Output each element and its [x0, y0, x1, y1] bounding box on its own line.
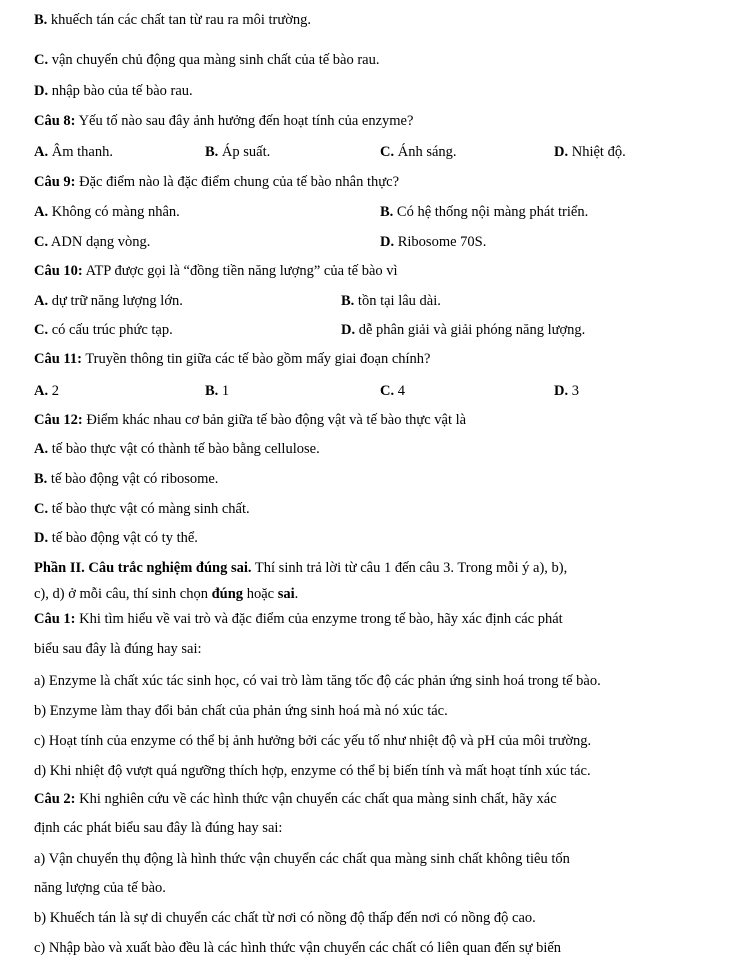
q9-option-b: B. Có hệ thống nội màng phát triển. [380, 204, 589, 220]
part2-instructions: c), d) ở mỗi câu, thí sinh chọn đúng hoặc sai. [34, 586, 299, 602]
q9-option-a: A. Không có màng nhân. [34, 204, 180, 220]
q10-option-d: D. dễ phân giải và giải phóng năng lượng. [341, 322, 586, 338]
q10-option-a: A. dự trữ năng lượng lớn. [34, 293, 183, 309]
part2-heading: Phần II. Câu trắc nghiệm đúng sai. Thí sinh trả lời từ câu 1 đến câu 3. Trong mỗi ý a), b), [34, 560, 568, 576]
p2q1-statement-d: d) Khi nhiệt độ vượt quá ngưỡng thích hợp, enzyme có thể bị biến tính và mất hoạt tính xúc tác. [34, 763, 591, 779]
p2q2-stem-cont: định các phát biểu sau đây là đúng hay sai: [34, 820, 283, 836]
p2q1-statement-a: a) Enzyme là chất xúc tác sinh học, có vai trò làm tăng tốc độ các phản ứng sinh hoá trong tế bào. [34, 673, 601, 689]
q11-stem: Câu 11: Truyền thông tin giữa các tế bào gồm mấy giai đoạn chính? [34, 351, 431, 367]
q10-option-c: C. có cấu trúc phức tạp. [34, 322, 173, 338]
q12-option-d: D. tế bào động vật có ty thể. [34, 530, 198, 546]
q12-option-b: B. tế bào động vật có ribosome. [34, 471, 219, 487]
q10-option-b: B. tồn tại lâu dài. [341, 293, 441, 309]
q11-option-b: B. 1 [205, 383, 230, 399]
q11-option-a: A. 2 [34, 383, 59, 399]
q7-option-b: B. khuếch tán các chất tan từ rau ra môi trường. [34, 12, 312, 28]
q8-option-b: B. Áp suất. [205, 144, 271, 160]
p2q2-statement-a-cont: năng lượng của tế bào. [34, 880, 166, 896]
q7-option-c: C. vận chuyển chủ động qua màng sinh chất của tế bào rau. [34, 52, 380, 68]
q9-stem: Câu 9: Đặc điểm nào là đặc điểm chung của tế bào nhân thực? [34, 174, 400, 190]
p2q1-statement-b: b) Enzyme làm thay đổi bản chất của phản ứng sinh hoá mà nó xúc tác. [34, 703, 448, 719]
p2q2-statement-b: b) Khuếch tán là sự di chuyển các chất từ nơi có nồng độ thấp đến nơi có nồng độ cao. [34, 910, 536, 926]
q12-stem: Câu 12: Điểm khác nhau cơ bản giữa tế bào động vật và tế bào thực vật là [34, 412, 467, 428]
q8-option-d: D. Nhiệt độ. [554, 144, 626, 160]
q9-option-c: C. ADN dạng vòng. [34, 234, 151, 250]
q11-option-c: C. 4 [380, 383, 405, 399]
p2q2-statement-c: c) Nhập bào và xuất bào đều là các hình thức vận chuyển các chất có liên quan đến sự biến [34, 940, 562, 956]
p2q1-stem: Câu 1: Khi tìm hiểu về vai trò và đặc điểm của enzyme trong tế bào, hãy xác định các phát [34, 611, 563, 627]
q10-stem: Câu 10: ATP được gọi là “đồng tiền năng lượng” của tế bào vì [34, 263, 398, 279]
q8-option-c: C. Ánh sáng. [380, 144, 457, 160]
q7-option-d: D. nhập bào của tế bào rau. [34, 83, 193, 99]
p2q2-statement-a: a) Vận chuyển thụ động là hình thức vận chuyển các chất qua màng sinh chất không tiêu tốn [34, 851, 570, 867]
q8-stem: Câu 8: Yếu tố nào sau đây ảnh hưởng đến hoạt tính của enzyme? [34, 113, 414, 129]
q12-option-c: C. tế bào thực vật có màng sinh chất. [34, 501, 250, 517]
p2q2-stem: Câu 2: Khi nghiên cứu về các hình thức vận chuyển các chất qua màng sinh chất, hãy xác [34, 791, 557, 807]
p2q1-stem-cont: biểu sau đây là đúng hay sai: [34, 641, 202, 657]
p2q1-statement-c: c) Hoạt tính của enzyme có thể bị ảnh hưởng bởi các yếu tố như nhiệt độ và pH của môi trường. [34, 733, 592, 749]
q9-option-d: D. Ribosome 70S. [380, 234, 487, 250]
q11-option-d: D. 3 [554, 383, 579, 399]
q12-option-a: A. tế bào thực vật có thành tế bào bằng cellulose. [34, 441, 320, 457]
q8-option-a: A. Âm thanh. [34, 144, 113, 160]
